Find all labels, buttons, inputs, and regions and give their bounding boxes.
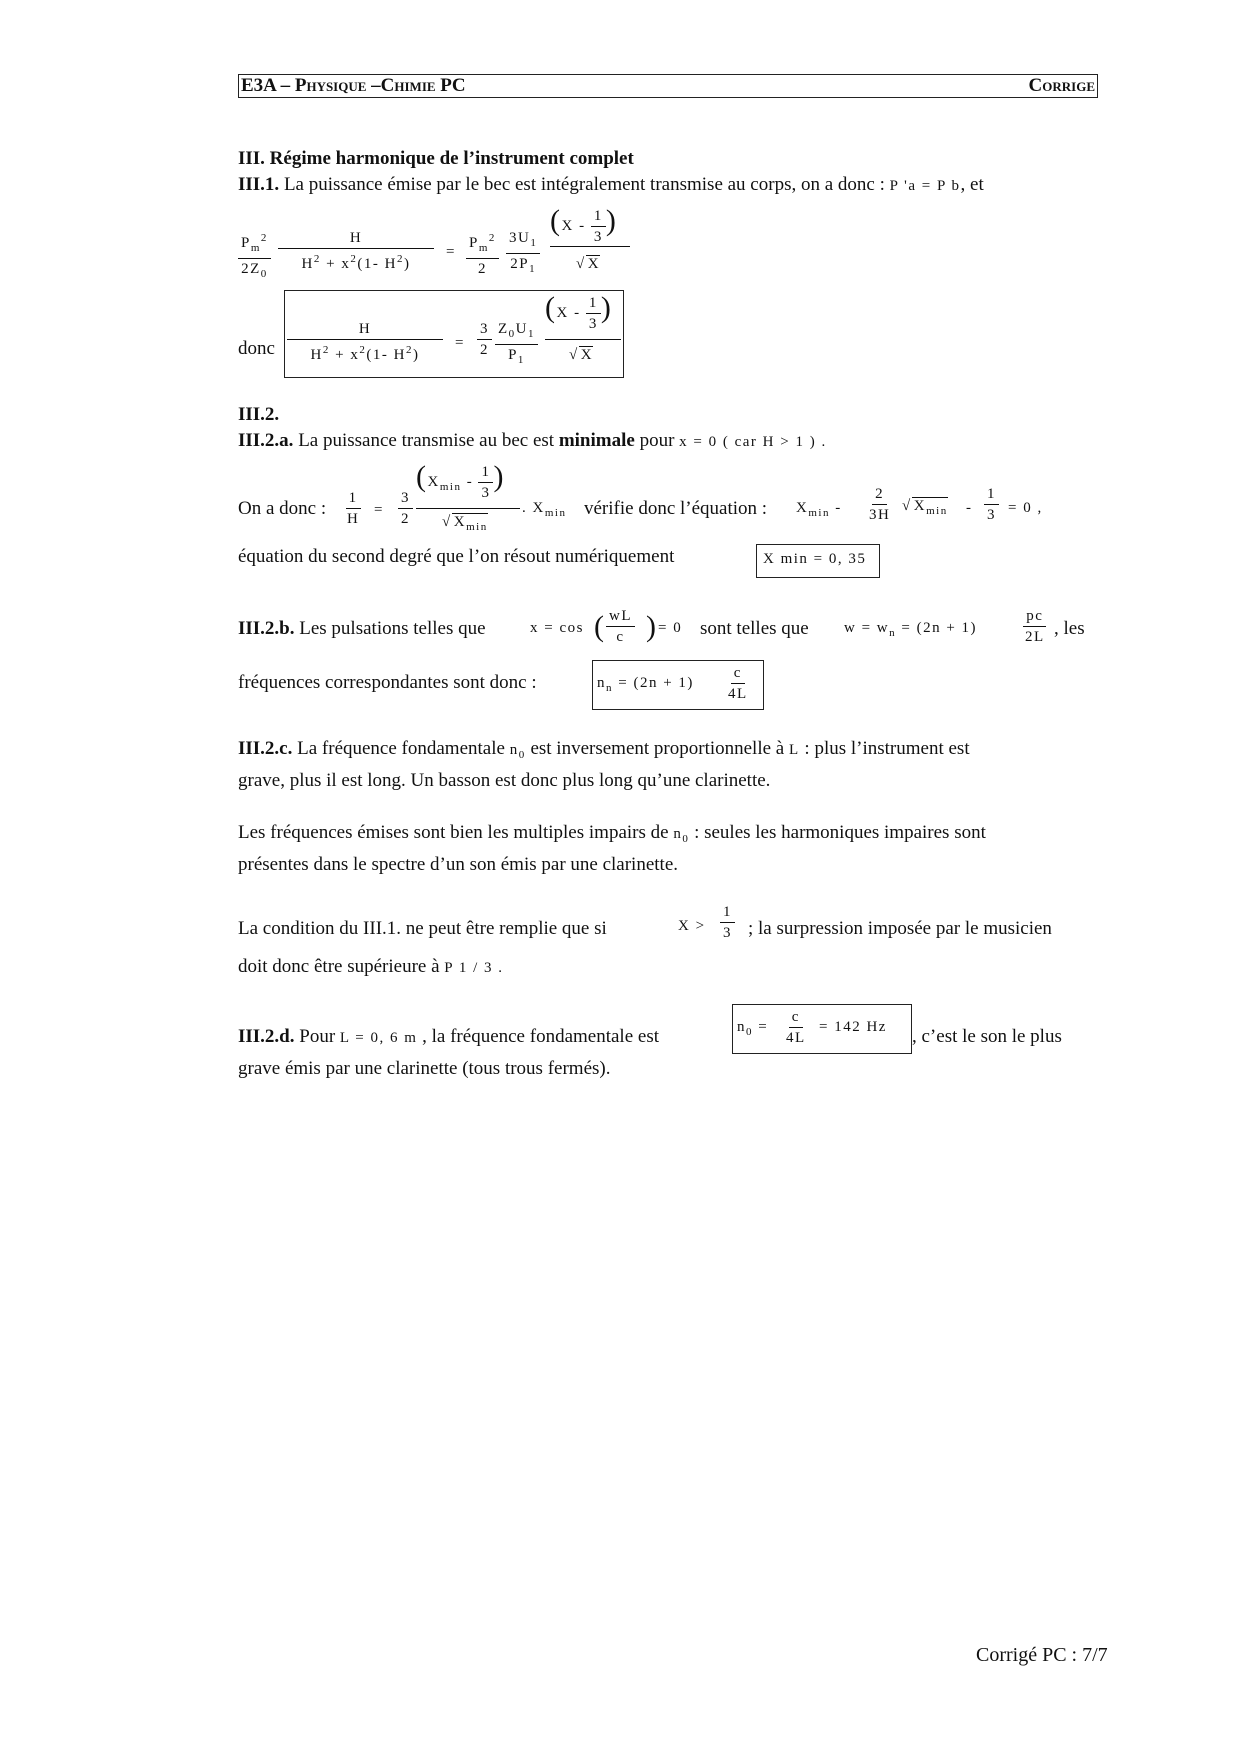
q2c-x-gt-third: X > $\frac{1}{3}$ [678, 900, 758, 956]
q2a-onadonc: On a donc : [238, 498, 327, 519]
q1-line [238, 174, 984, 196]
q1-text-end: , et [960, 174, 984, 195]
q2b-label: III.2.b. [238, 618, 295, 639]
q1-eq-inline: P 'a = P b [889, 178, 961, 194]
header-right: Corrige [1028, 75, 1095, 96]
q2c-p2b: : seules les harmoniques impaires sont [694, 822, 986, 843]
q2d-text4: grave émis par une clarinette (tous trous fermés). [238, 1058, 611, 1079]
footer-page: Corrigé PC : 7/7 [976, 1644, 1108, 1666]
q2c-label: III.2.c. [238, 738, 293, 759]
section-title: III. Régime harmonique de l’instrument complet [238, 148, 634, 169]
q2d-text1: Pour [299, 1026, 336, 1047]
q2a-line [238, 430, 827, 452]
q2-label: III.2. [238, 404, 280, 425]
q2c-p3-line1 [238, 918, 607, 940]
q2a-text1: La puissance transmise au bec est [298, 430, 555, 451]
q2d-line1 [238, 1026, 659, 1048]
q2b-text1: Les pulsations telles que [299, 618, 486, 639]
q2c-p1-line1: III.2.c. La fréquence fondamentale $n_0$ est inversement proportionnelle à L : plus l’instrument est [238, 738, 970, 761]
q2b-text3: , les [1054, 618, 1085, 639]
q2c-p1c: : plus l’instrument est [804, 738, 970, 759]
q2a-cond: x = 0 ( car H > 1 ) . [679, 434, 827, 450]
q2c-p3c: doit donc être supérieure à [238, 956, 440, 977]
q2b-cos-equation: x = cos ( $\frac{wL}{c}$ ) = 0 [530, 608, 683, 645]
q2a-result-box: X min = 0, 35 [756, 544, 880, 578]
q2a-label: III.2.a. [238, 430, 294, 451]
q2d-value: = 142 Hz [819, 1019, 887, 1035]
q2b-line [238, 618, 486, 640]
q2a-equation: $\frac{1}{H}$ = $\frac{3}{2}$ ($X_{min}$ - $\frac{1}{3}$ ) √ $X_{min}$ . $X_{min}$ [347, 460, 567, 533]
q2c-p3-line2 [238, 956, 503, 978]
q2a-eq2-text: équation du second degré que l’on résout numériquement [238, 546, 675, 567]
q2c-p3b: ; la surpression imposée par le musicien [748, 918, 1052, 939]
q2b-omega-equation: $w = w_n = (2n + 1)$ $\frac{pc}{2L}$ [844, 608, 1045, 645]
q1-text: La puissance émise par le bec est intégralement transmise au corps, on a donc : [283, 174, 885, 195]
q2d-result-box: $n_0$ = $\frac{c}{4L}$ = 142 Hz [732, 1004, 912, 1054]
q2c-p3a: La condition du III.1. ne peut être remplie que si [238, 918, 607, 939]
page-header [238, 74, 1098, 98]
q2c-p3d: P 1 / 3 . [444, 960, 504, 976]
q2a-equation-2: $X_{min}$ - $\frac{2}{3H}$ √ $X_{min}$ - $\frac{1}{3}$ = 0 , [796, 486, 1043, 523]
q2c-p2c: présentes dans le spectre d’un son émis par une clarinette. [238, 854, 679, 875]
q1-equation-1: $\frac{P_m^2}{2Z_0}$ $\frac{H}{H^2 + x^2(1- H^2)}$ = $\frac{P_m^2}{2}$ $\frac{3U_1}{2P_1}$ (X - $\frac{1}{3}$ ) √ X [238, 206, 658, 286]
q2c-p1b: est inversement proportionnelle à [530, 738, 785, 759]
q2c-p1a: La fréquence fondamentale [297, 738, 505, 759]
q2b-text2: sont telles que [700, 618, 809, 639]
q2d-cond: L = 0, 6 m [339, 1030, 418, 1046]
q2c-p1d: grave, plus il est long. Un basson est donc plus long qu’une clarinette. [238, 770, 771, 791]
q2a-bold: minimale [558, 430, 635, 451]
q2d-text3: , c’est le son le plus [912, 1026, 1062, 1047]
q2b-freq-box: $n_n = (2n + 1)$ $\frac{c}{4L}$ [592, 660, 764, 710]
q2a-verifie: vérifie donc l’équation : [584, 498, 768, 519]
q2b-text4: fréquences correspondantes sont donc : [238, 672, 537, 693]
header-left: E3A – Physique –Chimie PC [241, 75, 466, 96]
q2c-p2-line1: Les fréquences émises sont bien les multiples impairs de $n_0$ : seules les harmoniques impaires sont [238, 822, 986, 845]
q2c-p2a: Les fréquences émises sont bien les multiples impairs de [238, 822, 669, 843]
q2d-label: III.2.d. [238, 1026, 295, 1047]
q2d-text2: , la fréquence fondamentale est [422, 1026, 659, 1047]
q1-label: III.1. [238, 174, 280, 195]
q1-donc: donc [238, 338, 275, 359]
q2a-text2: pour [639, 430, 675, 451]
q1-boxed-equation: $\frac{H}{H^2 + x^2(1- H^2)}$ = $\frac{3}{2}$ $\frac{Z_0U_1}{P_1}$ (X - $\frac{1}{3}$ ) √ X [284, 290, 624, 378]
